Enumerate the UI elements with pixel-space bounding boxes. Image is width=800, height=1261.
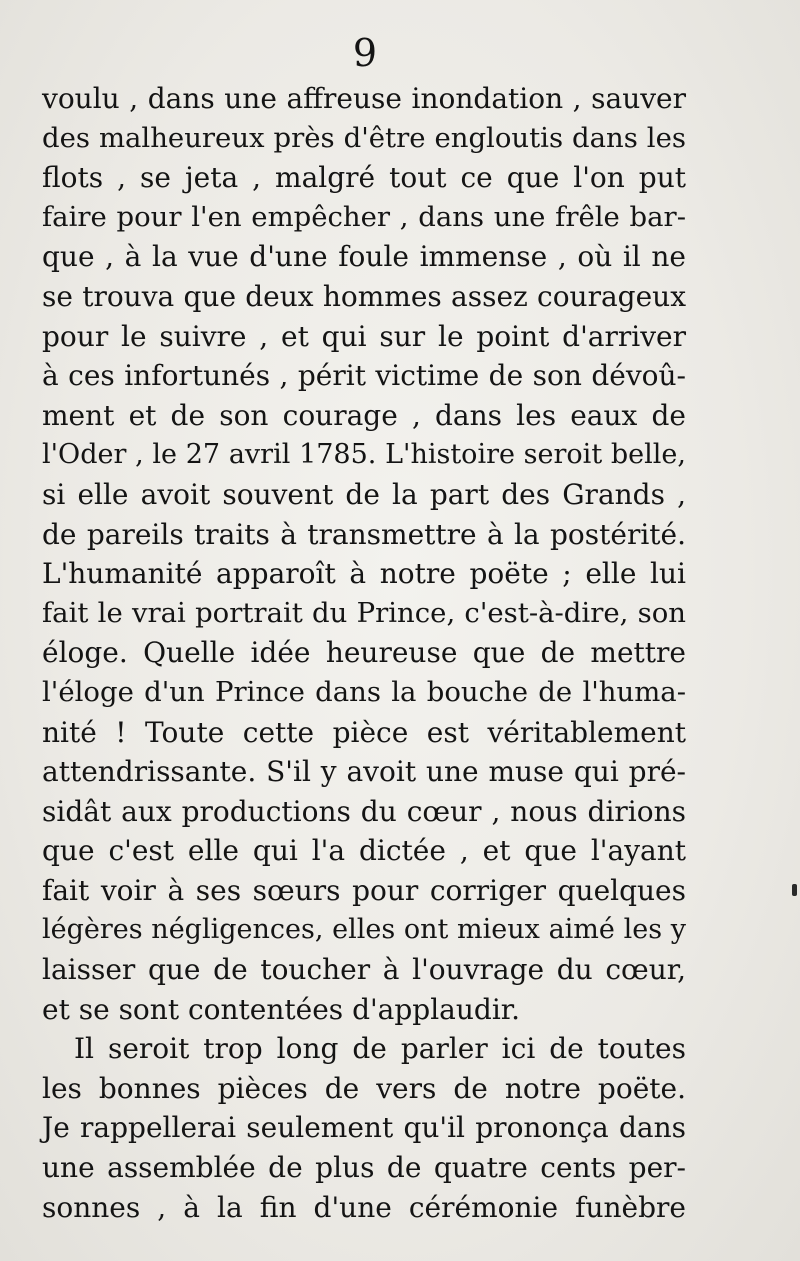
text-line: l'éloge d'un Prince dans la bouche de l'huma-: [42, 675, 686, 708]
text-line: faire pour l'en empêcher , dans une frêle bar-: [42, 200, 686, 233]
text-line: une assemblée de plus de quatre cents per-: [42, 1151, 686, 1185]
text-line: de pareils traits à transmettre à la postérité.: [42, 517, 686, 551]
text-line: pour le suivre , et qui sur le point d'arriver: [42, 319, 686, 353]
paragraph-end-line: et se sont contentées d'applaudir.: [42, 992, 520, 1026]
text-line: que , à la vue d'une foule immense , où il ne: [42, 240, 686, 274]
page-number: 9: [352, 31, 378, 75]
text-line: nité ! Toute cette pièce est véritablement: [42, 715, 686, 749]
text-line: fait le vrai portrait du Prince, c'est-à-dire, son: [42, 596, 686, 629]
text-line: L'humanité apparoît à notre poëte ; elle lui: [42, 557, 686, 591]
text-line: voulu , dans une affreuse inondation , sauver: [42, 82, 686, 115]
text-line: se trouva que deux hommes assez courageux: [42, 279, 686, 313]
text-line: à ces infortunés , périt victime de son dévoû-: [42, 359, 686, 393]
text-line: laisser que de toucher à l'ouvrage du cœur,: [42, 953, 686, 987]
text-line: attendrissante. S'il y avoit une muse qui pré-: [42, 755, 686, 789]
body-text: [42, 79, 686, 1227]
text-line: éloge. Quelle idée heureuse que de mettre: [42, 636, 686, 670]
text-line: si elle avoit souvent de la part des Grands ,: [42, 477, 686, 511]
text-line: l'Oder , le 27 avril 1785. L'histoire seroit belle,: [42, 439, 686, 471]
text-line: ment et de son courage , dans les eaux de: [42, 398, 686, 432]
text-line: sonnes , à la fin d'une cérémonie funèbre: [42, 1190, 686, 1224]
text-line: les bonnes pièces de vers de notre poëte.: [42, 1071, 686, 1105]
text-line: sidât aux productions du cœur , nous dirions: [42, 794, 686, 828]
text-line: légères négligences, elles ont mieux aimé les y: [42, 914, 686, 946]
text-line: des malheureux près d'être engloutis dans les: [42, 121, 686, 154]
text-line: flots , se jeta , malgré tout ce que l'on put: [42, 161, 686, 195]
print-speck: [792, 884, 797, 896]
text-line: que c'est elle qui l'a dictée , et que l'ayant: [42, 834, 686, 868]
text-line: Je rappellerai seulement qu'il prononça dans: [42, 1111, 686, 1145]
paragraph-start-line: Il seroit trop long de parler ici de toutes: [74, 1032, 686, 1066]
text-line: fait voir à ses sœurs pour corriger quelques: [42, 873, 686, 907]
